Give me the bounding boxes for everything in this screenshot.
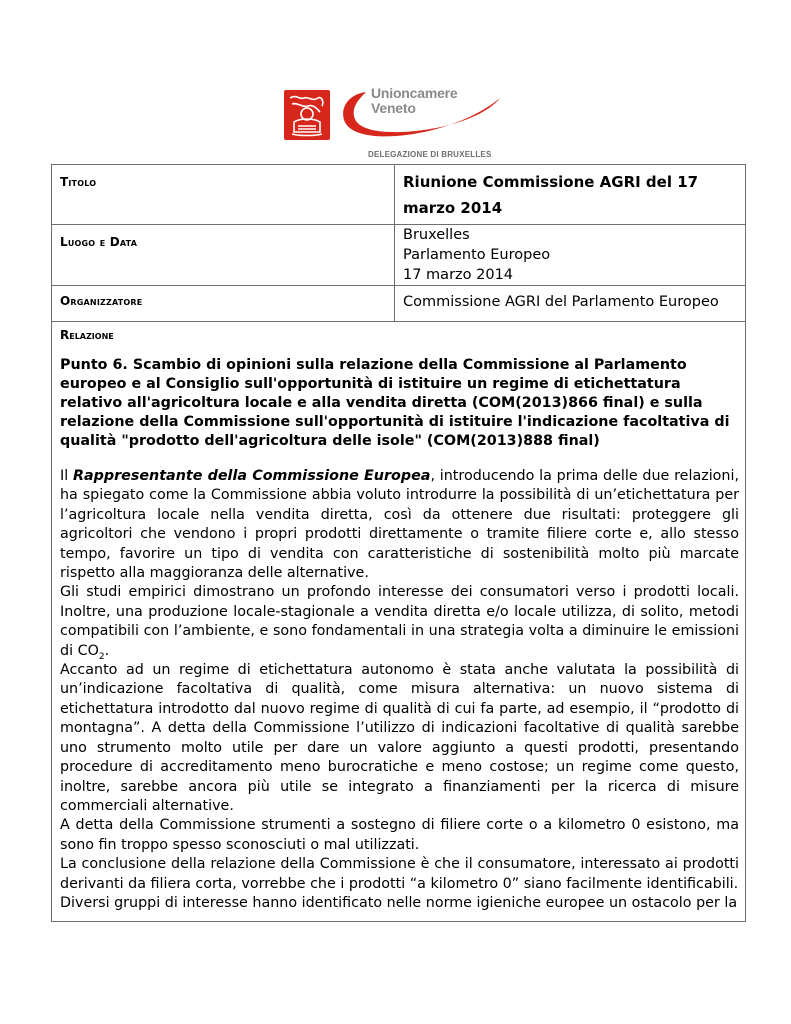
luogo-label-cell <box>52 225 395 286</box>
paragraph-1-prefix: Il <box>60 468 73 484</box>
paragraph-5: La conclusione della relazione della Commissione è che il consumatore, interessato ai prodotti derivanti da filiera corta, vorrebbe che i prodotti “a kilometro 0” siano facilmente identificabili. <box>60 856 739 892</box>
brand-name-line2: Veneto <box>371 100 416 116</box>
luogo-date: 17 marzo 2014 <box>403 267 514 283</box>
paragraph-1-text: , introducendo la prima delle due relazioni, ha spiegato come la Commissione abbia voluto introdurre la possibilità di un’etichettatura per l’agricoltura locale nella vendita diretta, così da ottenere due risultati: proteggere gli agricoltori che vendono i propri prodotti direttamente o tramite filiere corte e, allo stesso tempo, favorire un tipo di vendita con caratteristiche di sostenibilità molto più marcate rispetto alla maggioranza delle alternative. <box>60 468 740 582</box>
paragraph-3: Accanto ad un regime di etichettatura autonomo è stata anche valutata la possibilità di un’indicazione facoltativa di qualità, come misura alternativa: un nuovo sistema di etichettatura introdotto dal nuovo regime di qualità di cui fa parte, ad esempio, il “prodotto di montagna”. A detta della Commissione l’utilizzo di indicazioni facoltative di qualità sarebbe uno strumento molto utile per dare un valore aggiunto a questi prodotti, presentando procedure di accreditamento meno burocratiche e meno costose; un regime come questo, inoltre, sarebbe ancora più utile se integrato a finanziamenti per la ricerca di misure commerciali alternative. <box>60 662 739 814</box>
lion-of-saint-mark-logo-icon <box>284 90 330 140</box>
organizzatore-value: Commissione AGRI del Parlamento Europeo <box>403 294 719 310</box>
organizzatore-row <box>52 286 746 322</box>
luogo-city: Bruxelles <box>403 227 470 243</box>
paragraph-2-end: . <box>104 642 110 659</box>
paragraph-4: A detta della Commissione strumenti a sostegno di filiere corte o a kilometro 0 esistono, ma sono fin troppo spesso sconosciuti o mal utilizzati. <box>60 817 739 853</box>
report-table <box>51 164 746 922</box>
organizzatore-label-cell <box>52 286 395 322</box>
paragraph-2 <box>60 583 739 661</box>
relazione-row <box>52 322 746 922</box>
organizzatore-value-cell <box>395 286 746 322</box>
titolo-label-cell <box>52 165 395 225</box>
meeting-title <box>395 165 745 221</box>
luogo-label: Luogo e Data <box>60 235 138 249</box>
letterhead <box>0 0 791 164</box>
relazione-cell <box>52 322 746 922</box>
brand-name <box>371 86 458 116</box>
paragraph-1 <box>60 467 739 583</box>
paragraph-6: Diversi gruppi di interesse hanno identificato nelle norme igieniche europee un ostacolo per la <box>60 894 738 911</box>
report-body <box>52 451 745 913</box>
luogo-row <box>52 225 746 286</box>
titolo-label: Titolo <box>60 175 97 189</box>
meeting-title-line1: Riunione Commissione AGRI del 17 <box>403 173 699 191</box>
titolo-value-cell <box>395 165 746 225</box>
paragraph-2-text: Gli studi empirici dimostrano un profondo interesse dei consumatori verso i prodotti locali. Inoltre, una produzione locale-stagionale a vendita diretta e/o locale utilizza, di solito, metodi compatibili con l’ambiente, e sono fondamentali in una strategia volta a diminuire le emissioni di CO <box>60 584 739 659</box>
commission-representative: Rappresentante della Commissione Europea <box>72 468 431 484</box>
point-title: Punto 6. Scambio di opinioni sulla relazione della Commissione al Parlamento europeo e al Consiglio sull'opportunità di istituire un regime di etichettatura relativo all'agricoltura locale e alla vendita diretta (COM(2013)866 final) e sulla relazione della Commissione sull'opportunità di istituire l'indicazione facoltativa di qualità "prodotto dell'agricoltura delle isole" (COM(2013)888 final) <box>60 357 730 449</box>
meeting-title-line2: marzo 2014 <box>403 199 503 217</box>
delegation-label: DELEGAZIONE DI BRUXELLES <box>368 150 492 159</box>
luogo-value-cell <box>395 225 746 286</box>
relazione-label: Relazione <box>60 328 114 342</box>
titolo-row <box>52 165 746 225</box>
co2-subscript: 2 <box>98 651 105 662</box>
luogo-value <box>395 225 745 285</box>
luogo-venue: Parlamento Europeo <box>403 247 551 263</box>
brand-name-line1: Unioncamere <box>371 85 458 101</box>
organizzatore-label: Organizzatore <box>60 294 143 308</box>
